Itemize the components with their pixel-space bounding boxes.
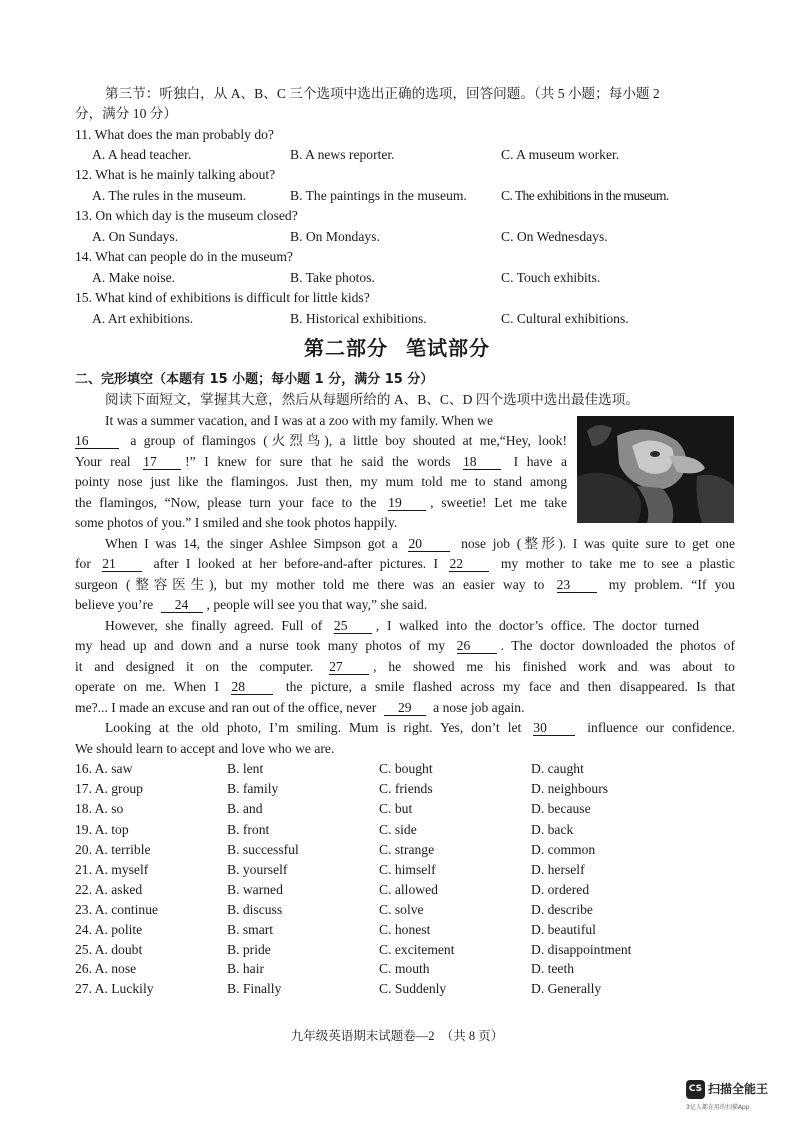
option-d: D. neighbours xyxy=(531,781,609,796)
option-d: D. herself xyxy=(531,862,585,877)
story-photo-image xyxy=(577,416,734,523)
blank-20: 20 xyxy=(408,536,450,552)
options-12 xyxy=(75,186,735,206)
option-b: B. Finally xyxy=(227,981,282,996)
option-d: D. ordered xyxy=(531,882,590,897)
option-c: C. solve xyxy=(379,902,424,917)
option-a: 19. A. top xyxy=(75,822,129,837)
option-b: B. pride xyxy=(227,942,271,957)
passage-text: my problem. “If you xyxy=(608,577,735,592)
option-c: C. allowed xyxy=(379,882,438,897)
option-d: D. teeth xyxy=(531,961,575,976)
option-c: C. The exhibitions in the museum. xyxy=(501,188,669,203)
passage-text: the flamingos, “Now, please turn your face to the xyxy=(75,495,377,510)
passage-line xyxy=(75,698,735,718)
passage-line: some photos of you.” I smiled and she took photos happily. xyxy=(75,515,398,530)
option-d: D. disappointment xyxy=(531,942,632,957)
option-b: B. warned xyxy=(227,882,283,897)
question-12: 12. What is he mainly talking about? xyxy=(75,167,276,182)
options-21 xyxy=(75,860,735,880)
option-c: C. but xyxy=(379,801,413,816)
options-19 xyxy=(75,820,735,840)
passage-text: When I was 14, the singer Ashlee Simpson got a xyxy=(105,536,398,551)
blank-19: 19 xyxy=(388,495,426,511)
options-25 xyxy=(75,940,735,960)
part-two-heading-left: 第二部分 xyxy=(304,336,388,360)
option-c: C. honest xyxy=(379,922,431,937)
option-a: A. The rules in the museum. xyxy=(92,188,247,203)
passage-text: a nose job again. xyxy=(433,700,525,715)
question-14: 14. What can people do in the museum? xyxy=(75,249,293,264)
options-23 xyxy=(75,900,735,920)
options-22 xyxy=(75,880,735,900)
option-c: C. bought xyxy=(379,761,433,776)
option-a: A. A head teacher. xyxy=(92,147,192,162)
option-d: D. Generally xyxy=(531,981,602,996)
option-a: 20. A. terrible xyxy=(75,842,151,857)
page-footer: 九年级英语期末试题卷—2 （共 8 页） xyxy=(290,1029,504,1043)
passage-text: I have a xyxy=(513,454,567,469)
passage-line: pointy nose just like the flamingos. Just then, my mum told me to stand among xyxy=(75,474,567,489)
option-d: D. common xyxy=(531,842,596,857)
passage-line xyxy=(75,575,735,595)
options-13 xyxy=(75,227,735,247)
option-c: C. himself xyxy=(379,862,436,877)
passage-line xyxy=(75,431,567,451)
blank-22: 22 xyxy=(449,556,489,572)
cloze-section-title: 二、完形填空（本题有 15 小题；每小题 1 分，满分 15 分） xyxy=(75,372,434,387)
passage-text: , he showed me his finished work and was about to xyxy=(373,659,735,674)
passage-text: nose job (整形). I was quite sure to get one xyxy=(461,536,735,551)
passage-text: However, she finally agreed. Full of xyxy=(105,618,323,633)
cloze-instruction: 阅读下面短文，掌握其大意，然后从每题所给的 A、B、C、D 四个选项中选出最佳选项。 xyxy=(105,392,639,407)
passage-text: Your real xyxy=(75,454,131,469)
options-20 xyxy=(75,840,735,860)
option-a: 24. A. polite xyxy=(75,922,143,937)
option-b: B. The paintings in the museum. xyxy=(290,188,467,203)
passage-text: , sweetie! Let me take xyxy=(430,495,567,510)
options-15 xyxy=(75,309,735,329)
passage-text: operate on me. When I xyxy=(75,679,220,694)
scanner-app-name: 扫描全能王 xyxy=(708,1082,769,1096)
option-b: B. successful xyxy=(227,842,299,857)
blank-27: 27 xyxy=(329,659,369,675)
passage-line xyxy=(105,534,735,554)
option-d: D. because xyxy=(531,801,591,816)
option-b: B. Historical exhibitions. xyxy=(290,311,427,326)
passage-text: for xyxy=(75,556,91,571)
passage-text: my head up and down and a nurse took many photos of my xyxy=(75,638,446,653)
option-a: 17. A. group xyxy=(75,781,143,796)
passage-text: it and designed it on the computer. xyxy=(75,659,314,674)
option-c: C. side xyxy=(379,822,417,837)
option-b: B. On Mondays. xyxy=(290,229,380,244)
option-a: 16. A. saw xyxy=(75,761,133,776)
listening-section-title: 第三节：听独白，从 A、B、C 三个选项中选出正确的选项，回答问题。（共 5 小题；每小题 2 xyxy=(105,86,660,101)
option-b: B. discuss xyxy=(227,902,283,917)
question-15: 15. What kind of exhibitions is difficult for little kids? xyxy=(75,290,370,305)
option-c: C. On Wednesdays. xyxy=(501,229,608,244)
passage-text: , I walked into the doctor’s office. The doctor turned xyxy=(375,618,699,633)
option-a: A. On Sundays. xyxy=(92,229,179,244)
blank-25: 25 xyxy=(334,618,372,634)
blank-21: 21 xyxy=(102,556,142,572)
passage-text: Looking at the old photo, I’m smiling. Mum is right. Yes, don’t let xyxy=(105,720,522,735)
options-27 xyxy=(75,979,735,999)
question-11: 11. What does the man probably do? xyxy=(75,127,274,142)
options-26 xyxy=(75,959,735,979)
passage-line xyxy=(75,657,735,677)
options-11 xyxy=(75,145,735,165)
passage-line xyxy=(75,452,567,472)
option-b: B. front xyxy=(227,822,270,837)
passage-line xyxy=(75,636,735,656)
option-c: C. Cultural exhibitions. xyxy=(501,311,629,326)
options-16 xyxy=(75,759,735,779)
passage-line xyxy=(75,677,735,697)
passage-text: me?... I made an excuse and ran out of the office, never xyxy=(75,700,377,715)
passage-line xyxy=(105,616,699,636)
option-b: B. yourself xyxy=(227,862,288,877)
passage-line: It was a summer vacation, and I was at a zoo with my family. When we xyxy=(105,413,494,428)
blank-24: 24 xyxy=(161,597,203,613)
story-photo xyxy=(577,416,734,523)
option-a: 27. A. Luckily xyxy=(75,981,154,996)
option-c: C. Touch exhibits. xyxy=(501,270,601,285)
option-a: 25. A. doubt xyxy=(75,942,143,957)
option-c: C. mouth xyxy=(379,961,430,976)
part-two-heading-right: 笔试部分 xyxy=(406,336,490,360)
scanner-tagline: 3亿人都在用的扫描App xyxy=(686,1104,750,1111)
options-14 xyxy=(75,268,735,288)
option-a: 23. A. continue xyxy=(75,902,159,917)
option-d: D. caught xyxy=(531,761,584,776)
blank-30: 30 xyxy=(533,720,575,736)
option-a: 18. A. so xyxy=(75,801,124,816)
passage-line xyxy=(105,718,735,738)
passage-text: the picture, a smile flashed across my face and then disappeared. Is that xyxy=(285,679,735,694)
passage-text: after I looked at her before-and-after pictures. I xyxy=(153,556,439,571)
option-b: B. smart xyxy=(227,922,274,937)
passage-line xyxy=(75,554,735,574)
blank-29: 29 xyxy=(384,700,426,716)
option-b: B. hair xyxy=(227,961,264,976)
option-b: B. and xyxy=(227,801,263,816)
passage-text: , people will see you that way,” she said. xyxy=(206,597,428,612)
part-two-heading xyxy=(0,332,794,361)
passage-line xyxy=(75,493,567,513)
passage-text: !” I knew for sure that he said the words xyxy=(185,454,451,469)
passage-text: . The doctor downloaded the photos of xyxy=(500,638,735,653)
option-a: A. Art exhibitions. xyxy=(92,311,194,326)
blank-28: 28 xyxy=(231,679,273,695)
option-c: C. excitement xyxy=(379,942,455,957)
listening-section-title-cont: 分，满分 10 分） xyxy=(75,106,177,121)
blank-16: 16 xyxy=(75,433,119,449)
option-c: C. A museum worker. xyxy=(501,147,620,162)
option-b: B. lent xyxy=(227,761,264,776)
option-b: B. family xyxy=(227,781,279,796)
options-17 xyxy=(75,779,735,799)
scanner-watermark xyxy=(686,1080,786,1116)
blank-17: 17 xyxy=(143,454,181,470)
passage-line xyxy=(75,595,735,615)
option-c: C. strange xyxy=(379,842,435,857)
question-13: 13. On which day is the museum closed? xyxy=(75,208,298,223)
option-b: B. A news reporter. xyxy=(290,147,395,162)
option-a: A. Make noise. xyxy=(92,270,176,285)
passage-text: surgeon (整容医生), but my mother told me there was an easier way to xyxy=(75,577,545,592)
options-24 xyxy=(75,920,735,940)
option-c: C. Suddenly xyxy=(379,981,447,996)
option-d: D. beautiful xyxy=(531,922,596,937)
camscanner-logo-icon: CS xyxy=(686,1080,705,1099)
passage-text: influence our confidence. xyxy=(587,720,735,735)
passage-text: believe you’re xyxy=(75,597,154,612)
blank-26: 26 xyxy=(457,638,497,654)
option-b: B. Take photos. xyxy=(290,270,375,285)
blank-23: 23 xyxy=(557,577,597,593)
passage-text: a group of flamingos (火烈鸟), a little boy shouted at me,“Hey, look! xyxy=(130,433,567,448)
option-a: 22. A. asked xyxy=(75,882,143,897)
option-d: D. describe xyxy=(531,902,593,917)
options-18 xyxy=(75,799,735,819)
option-a: 26. A. nose xyxy=(75,961,137,976)
option-c: C. friends xyxy=(379,781,433,796)
passage-text: my mother to take me to see a plastic xyxy=(500,556,735,571)
passage-line: We should learn to accept and love who we are. xyxy=(75,741,335,756)
option-d: D. back xyxy=(531,822,574,837)
blank-18: 18 xyxy=(463,454,501,470)
option-a: 21. A. myself xyxy=(75,862,149,877)
